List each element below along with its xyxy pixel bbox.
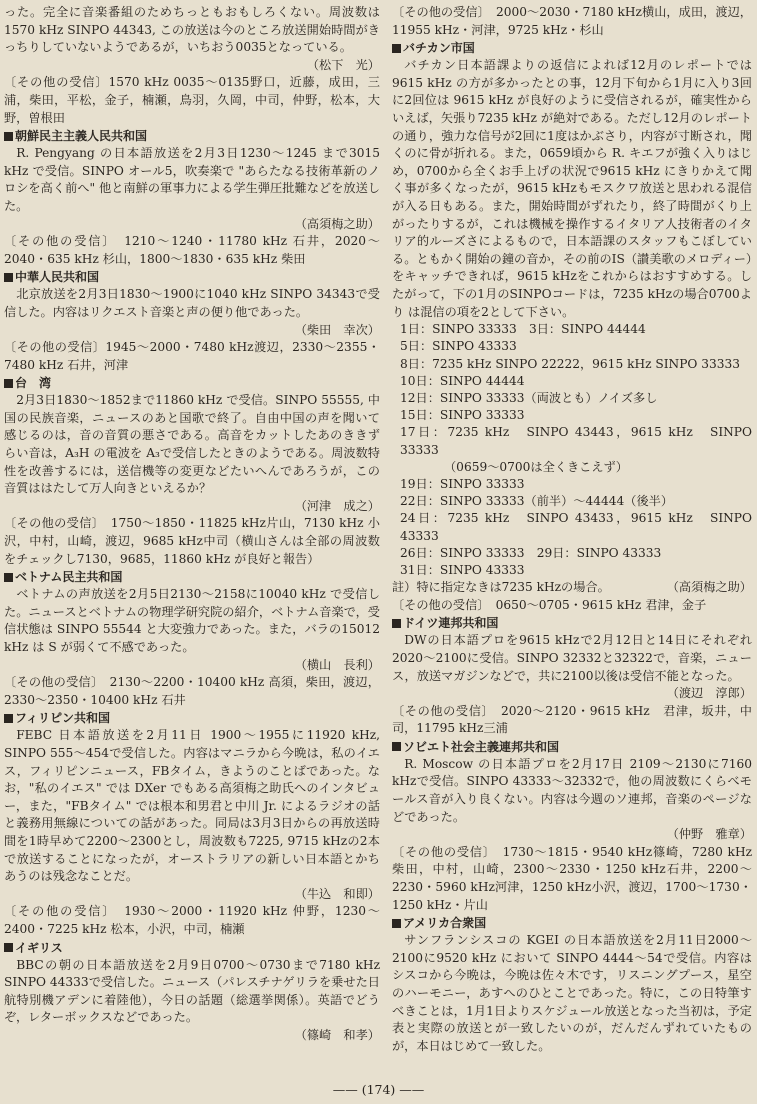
schedule-row: 12日：SINPO 33333（両波とも）ノイズ多し — [400, 390, 658, 405]
other-reception: 〔その他の受信〕 2020～2120・9615 kHz 君津，坂井，中司，11795 kHz三浦 — [392, 703, 752, 736]
section-body: FEBC 日本語放送を2月11日 1900～1955に11920 kHz, SINPO 555～454で受信した。内容はマニラから今晩は，私のイエス，フィリピンニュース，FBタイム，きようのことばであった。なお，"私のイエス" では DXer でもある高須梅之助氏へのインタビュー，また，"FBタイム" では根本和男君と中川 Jr. によるラジオの話と義務用無線についての話があった。同局は3月3日からの再放送時間を1時早めて2200～2300とし，周波数も7225, 9715 kHzの2本で放送することになったが，オーストラリアの新しい日本語とかちあうのは残念なことだ。 — [4, 728, 380, 884]
signature: （高須梅之助） — [666, 580, 752, 595]
schedule-row: 5日：SINPO 43333 — [400, 339, 517, 354]
other-reception: 〔その他の受信〕 2000～2030・7180 kHz横山，成田，渡辺，11955 kHz・河津，9725 kHz・杉山 — [392, 5, 752, 37]
other-reception: 〔その他の受信〕 0650～0705・9615 kHz 君津，金子 — [392, 597, 707, 612]
section-heading: イギリス — [4, 939, 380, 957]
section-body: R. Pengyang の日本語放送を2月3日1230～1245 まで3015 kHz で受信。SINPO オール5，吹奏楽で "あらたなる技術革新のノロシを高く前へ" 他と南鮮の軍事力による学生弾圧批難などを放送した。 — [4, 146, 380, 213]
section-body: 2月3日1830～1852まで11860 kHz で受信。SINPO 55555, 中国の民族音楽，ニュースのあと国歌で終了。自由中国の声を聞いて感じるのは，音の音質の悪さである。高音をカットしたあのききずらい音は，A₃H の電波を A₃で受信したときのようである。周波数特性を改善するには，送信機等の変更などたいへんであろうが，この音質ははたして万人向きといえるか？ — [4, 393, 380, 496]
schedule-row: 19日：SINPO 33333 — [400, 476, 525, 491]
schedule-row: 24日：7235 kHz SINPO 43433，9615 kHz SINPO 43333 — [400, 511, 752, 543]
schedule-row: 22日：SINPO 33333（前半）～44444（後半） — [400, 494, 674, 509]
signature: （渡辺 淳郎） — [666, 686, 752, 701]
right-column — [392, 4, 752, 1055]
intro-other-reception: 〔その他の受信〕1570 kHz 0035～0135野口，近藤，成田，三浦，柴田，平松，金子，楠瀬，鳥羽，久岡，中司，仲野，松本，大野，曽根田 — [4, 75, 380, 125]
other-reception: 〔その他の受信〕1945～2000・7480 kHz渡辺，2330～2355・7480 kHz 石井，河津 — [4, 340, 380, 372]
signature-line — [4, 886, 380, 904]
schedule-row: 1日：SINPO 33333 3日：SINPO 44444 — [400, 322, 646, 337]
left-column — [4, 4, 380, 1044]
square-bullet-icon — [4, 573, 13, 582]
section-heading: 中華人民共和国 — [4, 268, 380, 286]
section-heading: ソビエト社会主義連邦共和国 — [392, 738, 752, 756]
signature-line — [4, 216, 380, 234]
square-bullet-icon — [4, 273, 13, 282]
schedule-row: 26日：SINPO 33333 29日：SINPO 43333 — [400, 545, 662, 560]
signature: （高須梅之助） — [294, 216, 380, 231]
square-bullet-icon — [392, 44, 401, 53]
signature: （仲野 雅章） — [666, 827, 752, 842]
intro-text: った。完全に音楽番組のためちっともおもしろくない。周波数は1570 kHz SINPO 44343, この放送は今のところ放送開始時間がきっちりしていないようであるが，いちおう0035となっている。 — [4, 5, 380, 55]
square-bullet-icon — [4, 132, 13, 141]
square-bullet-icon — [4, 943, 13, 952]
section-body: R. Moscow の日本語プロを2月17日 2109～2130に7160 kHzで受信。SINPO 43333～32332で，他の周波数にくらべモールス音が入り良くない。内容は今週のソ連邦，音楽のページなどであった。 — [392, 756, 752, 824]
section-heading: 朝鮮民主主義人民共和国 — [4, 127, 380, 145]
square-bullet-icon — [392, 742, 401, 751]
section-body: バチカン日本語課よりの返信によれば12月のレポートでは9615 kHz の方が多かったとの事，12月下旬から1月に入り3回に2回位は 9615 kHz が良好のように受信されるが，確実性からいえば，矢張り7235 kHz が絶対である。ただし12月のレポートの通り，強力な信号が2回に1度はかぶさり，内容が寸断され，聞くのに骨が折れる。また，0659頃から R. キエフが強く入りはじめ，0700から全くお手上げの状況で9615 kHz にきりかえて聞く事が多くなったが，9615 kHzもモスクワ放送と思われる混信が入る日もある。また，開始時間がずれたり，終了時間がくり上がったりするが，これは機械を操作するイタリア人技術者のイタリア的ルーズさによるもので，日本語課のスタッフもこぼしている。ともかく開始の鐘の音か，その前のIS（讃美歌のメロディー）をキャッチできれば，9615 kHzをこれからはおすすめする。したがって，下の1月のSINPOコードは，7235 kHzの場合0700より は混信の項を2として下さい。 — [392, 58, 752, 319]
section-body: サンフランシスコの KGEI の日本語放送を2月11日2000～2100に9520 kHz において SINPO 4444～54で受信。内容はシスコから今晩は，今晩は佐々木です，リスニングプース，星空のハーモニー，あすへのひとことであった。特に，この日特筆すべきことは，1月1日よりスケジュール放送となった当初は，予定表と実際の放送とが一致したいのが，だんだんずれていたものが，本日はじめて一致した。 — [392, 933, 752, 1053]
signature: （牛込 和即） — [294, 886, 380, 901]
signature: （横山 長利） — [294, 657, 380, 672]
schedule-row: 10日：SINPO 44444 — [400, 373, 525, 388]
square-bullet-icon — [4, 714, 13, 723]
section-body: 北京放送を2月3日1830～1900に1040 kHz SINPO 34343で受信した。内容はリクエスト音楽と声の便り他であった。 — [4, 287, 380, 319]
intro-signature: （松下 光） — [306, 57, 380, 72]
square-bullet-icon — [392, 919, 401, 928]
square-bullet-icon — [4, 379, 13, 388]
signature-line — [4, 657, 380, 675]
footnote-line — [392, 579, 752, 597]
signature-line — [4, 322, 380, 340]
footnote: 註）特に指定なきは7235 kHzの場合。 — [392, 580, 610, 595]
signature-line — [392, 685, 752, 703]
other-reception: 〔その他の受信〕 1210～1240・11780 kHz 石井，2020～2040・635 kHz 杉山，1800～1830・635 kHz 柴田 — [4, 234, 380, 266]
schedule-row: 8日：7235 kHz SINPO 22222，9615 kHz SINPO 33333 — [400, 356, 741, 371]
schedule-note: （0659～0700は全くきこえず） — [444, 459, 628, 474]
section-body: BBCの朝の日本語放送を2月9日0700～0730まで7180 kHz SINPO 44333で受信した。ニュース（パレスチナゲリラを乗せた日航特別機アデンに着陸他），今日の話題（総選挙関係）。英語でどうぞ，レターボックスなどであった。 — [4, 957, 380, 1025]
square-bullet-icon — [392, 619, 401, 628]
signature: （篠崎 和孝） — [294, 1027, 380, 1042]
schedule-row: 31日：SINPO 43333 — [400, 562, 525, 577]
signature-line — [4, 1027, 380, 1045]
signature-line — [4, 498, 380, 516]
schedule-row: 17日：7235 kHz SINPO 43443，9615 kHz SINPO 33333 — [400, 425, 752, 457]
section-body: DWの日本語プロを9615 kHzで2月12日と14日にそれぞれ2020～2100に受信。SINPO 32332と32322で，音楽，ニュース，放送マガジンなどで，共に2100以後は受信不能となった。 — [392, 633, 752, 683]
sinpo-schedule — [392, 321, 752, 579]
section-heading: バチカン市国 — [392, 39, 752, 57]
signature: （柴田 幸次） — [294, 322, 380, 337]
section-heading: フィリピン共和国 — [4, 709, 380, 727]
intro-signature-line — [4, 57, 380, 75]
other-reception: 〔その他の受信〕 2130～2200・10400 kHz 高須，柴田，渡辺，2330～2350・10400 kHz 石井 — [4, 675, 380, 707]
signature: （河津 成之） — [294, 498, 380, 513]
section-body: ベトナムの声放送を2月5日2130～2158に10040 kHz で受信した。ニュースとベトナムの物理学研究院の紹介，ベトナム音楽で，受信状態は SINPO 55544 と大変強力であった。また，バラの15012 kHz は S が弱くて不感であった。 — [4, 587, 380, 654]
section-heading: 台 湾 — [4, 374, 380, 392]
other-reception: 〔その他の受信〕 1930～2000・11920 kHz 仲野，1230～2400・7225 kHz 松本，小沢，中司，楠瀬 — [4, 904, 380, 936]
section-heading: ドイツ連邦共和国 — [392, 614, 752, 632]
signature-line — [392, 826, 752, 844]
schedule-row: 15日：SINPO 33333 — [400, 408, 525, 423]
other-reception: 〔その他の受信〕 1750～1850・11825 kHz片山，7130 kHz 小沢，中村，山崎，渡辺，9685 kHz中司（横山さんは全部の周波数をチェックし7130，9685，11860 kHz が良好と報告） — [4, 516, 380, 566]
other-reception: 〔その他の受信〕 1730～1815・9540 kHz篠崎，7280 kHz 柴田，中村，山崎，2300～2330・1250 kHz石井，2200～2230・5960 kHz河津，1250 kHz小沢，渡辺，1700～1730・1250 kHz・片山 — [392, 844, 752, 912]
section-heading: アメリカ合衆国 — [392, 914, 752, 932]
page-number: —— (174) —— — [332, 1082, 425, 1097]
section-heading: ベトナム民主共和国 — [4, 568, 380, 586]
